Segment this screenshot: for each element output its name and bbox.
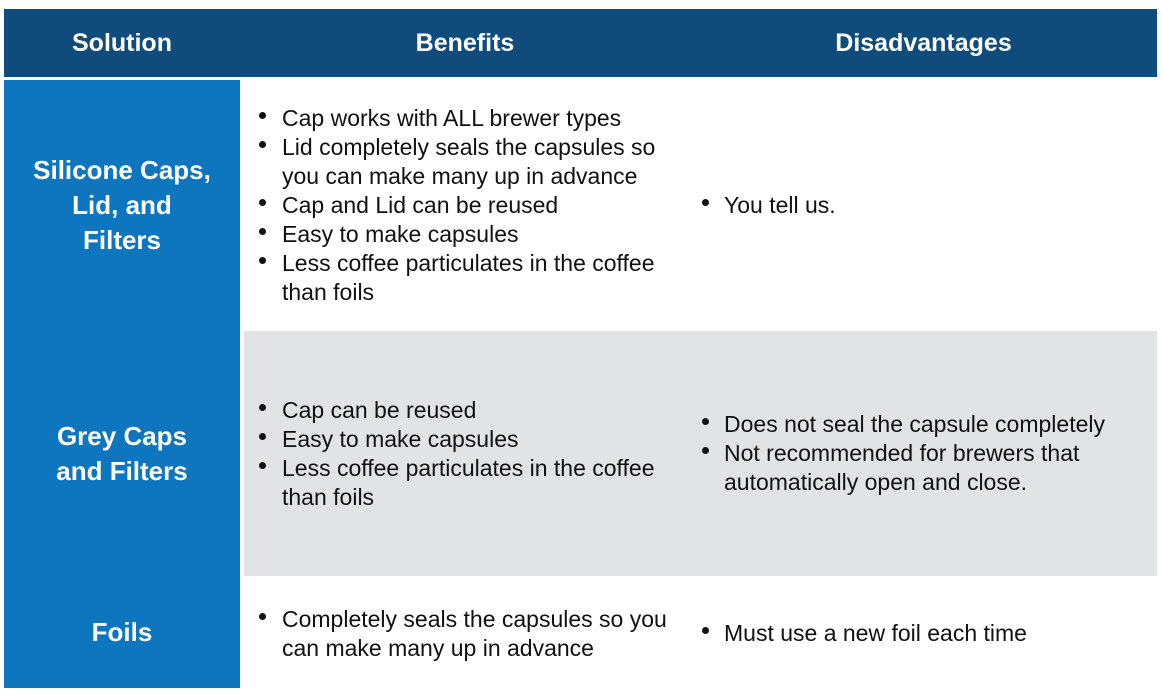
benefit-item: Cap and Lid can be reused	[244, 191, 690, 220]
benefits-list	[244, 104, 690, 307]
solution-column	[4, 80, 240, 688]
header-benefits: Benefits	[415, 28, 515, 57]
solution-label: Silicone Caps, Lid, and Filters	[33, 155, 211, 255]
table-row-foils	[244, 579, 1157, 688]
benefits-list	[244, 396, 690, 512]
table-row-grey-caps	[244, 331, 1157, 576]
disadvantages-list	[690, 191, 1157, 220]
benefits-list	[244, 605, 690, 663]
benefits-cell	[244, 331, 690, 576]
disadvantages-list	[690, 410, 1157, 497]
table-body	[244, 80, 1157, 688]
benefit-item: Cap works with ALL brewer types	[244, 104, 690, 133]
disadvantage-item: Does not seal the capsule completely	[690, 410, 1157, 439]
benefits-cell	[244, 80, 690, 331]
solution-cell-silicone	[4, 80, 240, 331]
disadvantage-item: Not recommended for brewers that automatically open and close.	[690, 439, 1157, 497]
solution-label: Foils	[91, 616, 153, 647]
benefit-item: Easy to make capsules	[244, 220, 690, 249]
benefit-item: Lid completely seals the capsules so you can make many up in advance	[244, 133, 690, 191]
header-disadvantages: Disadvantages	[835, 28, 1012, 57]
benefit-item: Cap can be reused	[244, 396, 690, 425]
benefit-item: Easy to make capsules	[244, 425, 690, 454]
benefit-item: Less coffee particulates in the coffee than foils	[244, 249, 690, 307]
solution-label: Grey Caps and Filters	[56, 420, 188, 486]
benefit-item: Completely seals the capsules so you can make many up in advance	[244, 605, 690, 663]
disadvantages-cell	[690, 331, 1157, 576]
header-solution: Solution	[72, 28, 172, 57]
solution-cell-grey-caps	[4, 331, 240, 576]
benefit-item: Less coffee particulates in the coffee than foils	[244, 454, 690, 512]
table-header-row	[4, 9, 1157, 77]
disadvantages-cell	[690, 579, 1157, 688]
table-row-silicone	[244, 80, 1157, 331]
disadvantage-item: You tell us.	[690, 191, 1157, 220]
disadvantages-list	[690, 619, 1157, 648]
disadvantage-item: Must use a new foil each time	[690, 619, 1157, 648]
disadvantages-cell	[690, 80, 1157, 331]
benefits-cell	[244, 579, 690, 688]
solution-cell-foils	[4, 576, 240, 688]
